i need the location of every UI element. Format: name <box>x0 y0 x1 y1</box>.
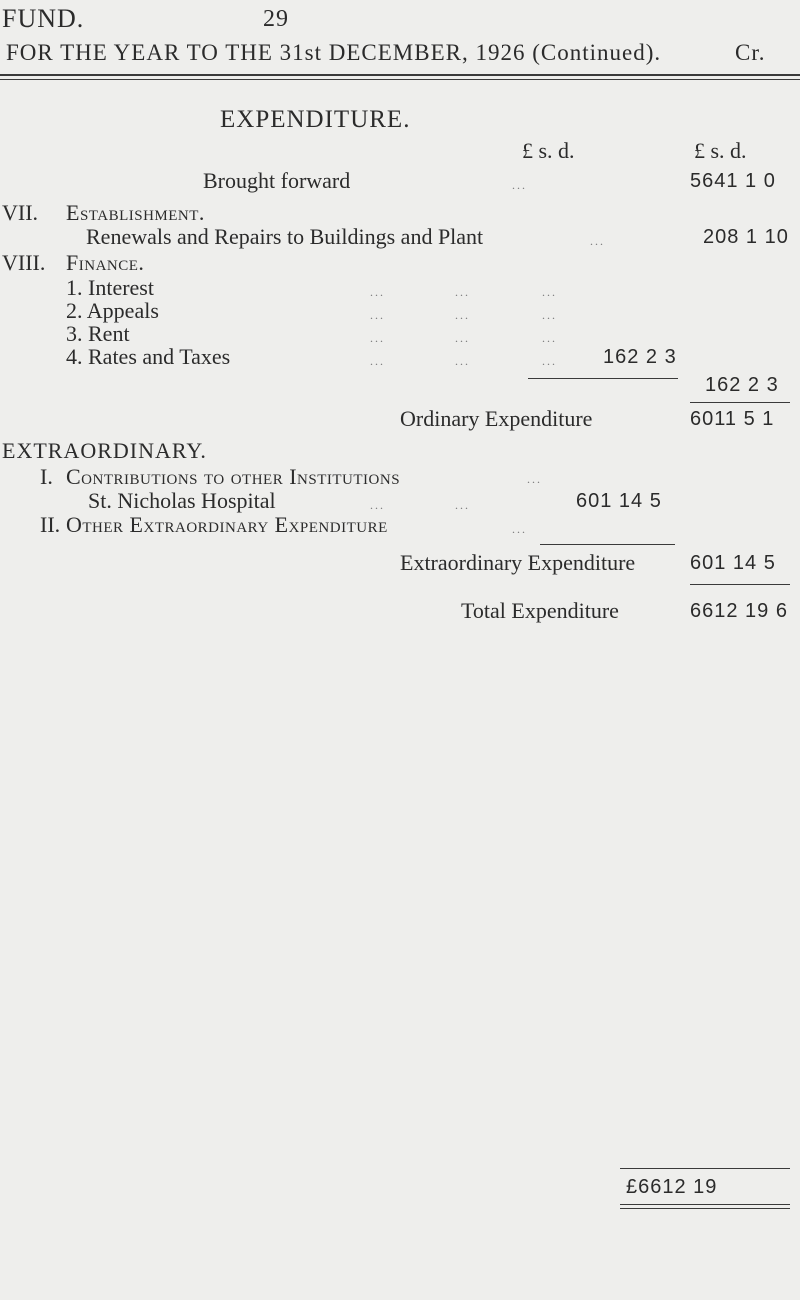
section-vii-numeral: VII. <box>2 200 39 225</box>
total-expenditure-label: Total Expenditure <box>461 598 619 623</box>
contributions-numeral: I. <box>40 464 53 489</box>
rates-amount: 162 2 3 <box>603 346 677 368</box>
credit-label: Cr. <box>735 40 766 65</box>
total-rule <box>690 584 790 585</box>
other-extraordinary-label: Other Extraordinary Expenditure <box>66 512 388 537</box>
st-nicholas-label: St. Nicholas Hospital <box>88 488 276 513</box>
section-title: EXPENDITURE. <box>220 106 411 133</box>
rent-label: 3. Rent <box>66 321 130 346</box>
ordinary-expenditure-label: Ordinary Expenditure <box>400 406 593 431</box>
section-vii-label: Establishment. <box>66 200 205 225</box>
interest-dots-1: ... <box>370 285 385 299</box>
interest-dots-2: ... <box>455 285 470 299</box>
other-extraordinary-numeral: II. <box>40 512 61 537</box>
contributions-dots: ... <box>527 472 542 486</box>
st-nicholas-dots-2: ... <box>455 498 470 512</box>
st-nicholas-amount: 601 14 5 <box>576 490 662 512</box>
renewals-label: Renewals and Repairs to Buildings and Plant <box>86 224 484 249</box>
rent-dots-2: ... <box>455 331 470 345</box>
outer-currency-header: £ s. d. <box>694 138 747 163</box>
ordinary-expenditure-amount: 6011 5 1 <box>690 408 775 430</box>
rates-dots-1: ... <box>370 354 385 368</box>
st-nicholas-dots-1: ... <box>370 498 385 512</box>
rates-label: 4. Rates and Taxes <box>66 344 231 369</box>
section-viii-numeral: VIII. <box>2 250 46 275</box>
interest-dots-3: ... <box>542 285 557 299</box>
brought-forward-amount: 5641 1 0 <box>690 170 776 192</box>
header-rule-top <box>0 74 800 76</box>
extraordinary-expenditure-amount: 601 14 5 <box>690 552 776 574</box>
grand-total-rule-bottom-1 <box>620 1204 790 1205</box>
extraordinary-expenditure-label: Extraordinary Expenditure <box>400 550 636 575</box>
fund-heading: FUND. <box>2 4 85 33</box>
finance-subtotal-rule <box>528 378 678 379</box>
rent-dots-3: ... <box>542 331 557 345</box>
appeals-dots-2: ... <box>455 308 470 322</box>
extraordinary-subtotal-rule <box>540 544 675 545</box>
renewals-dots: ... <box>590 234 605 248</box>
renewals-amount: 208 1 10 <box>703 226 789 248</box>
extraordinary-heading: EXTRAORDINARY. <box>2 438 207 463</box>
grand-total-rule-top <box>620 1168 790 1169</box>
page-number: 29 <box>263 6 289 32</box>
brought-forward-label: Brought forward <box>203 168 351 193</box>
grand-total-rule-bottom-2 <box>620 1208 790 1209</box>
appeals-dots-1: ... <box>370 308 385 322</box>
section-viii-label: Finance. <box>66 250 145 275</box>
interest-label: 1. Interest <box>66 275 154 300</box>
brought-forward-dots: ... <box>512 178 527 192</box>
grand-total: £6612 19 <box>626 1176 718 1198</box>
rates-dots-3: ... <box>542 354 557 368</box>
contributions-label: Contributions to other Institutions <box>66 464 401 489</box>
total-expenditure-amount: 6612 19 6 <box>690 600 788 622</box>
finance-total-amount: 162 2 3 <box>705 374 779 396</box>
header-rule-bottom <box>0 79 800 80</box>
page-title: FOR THE YEAR TO THE 31st DECEMBER, 1926 (Continued). <box>6 40 662 65</box>
rent-dots-1: ... <box>370 331 385 345</box>
ordinary-rule <box>690 402 790 403</box>
inner-currency-header: £ s. d. <box>522 138 575 163</box>
appeals-label: 2. Appeals <box>66 298 159 323</box>
appeals-dots-3: ... <box>542 308 557 322</box>
rates-dots-2: ... <box>455 354 470 368</box>
other-extraordinary-dots: ... <box>512 522 527 536</box>
